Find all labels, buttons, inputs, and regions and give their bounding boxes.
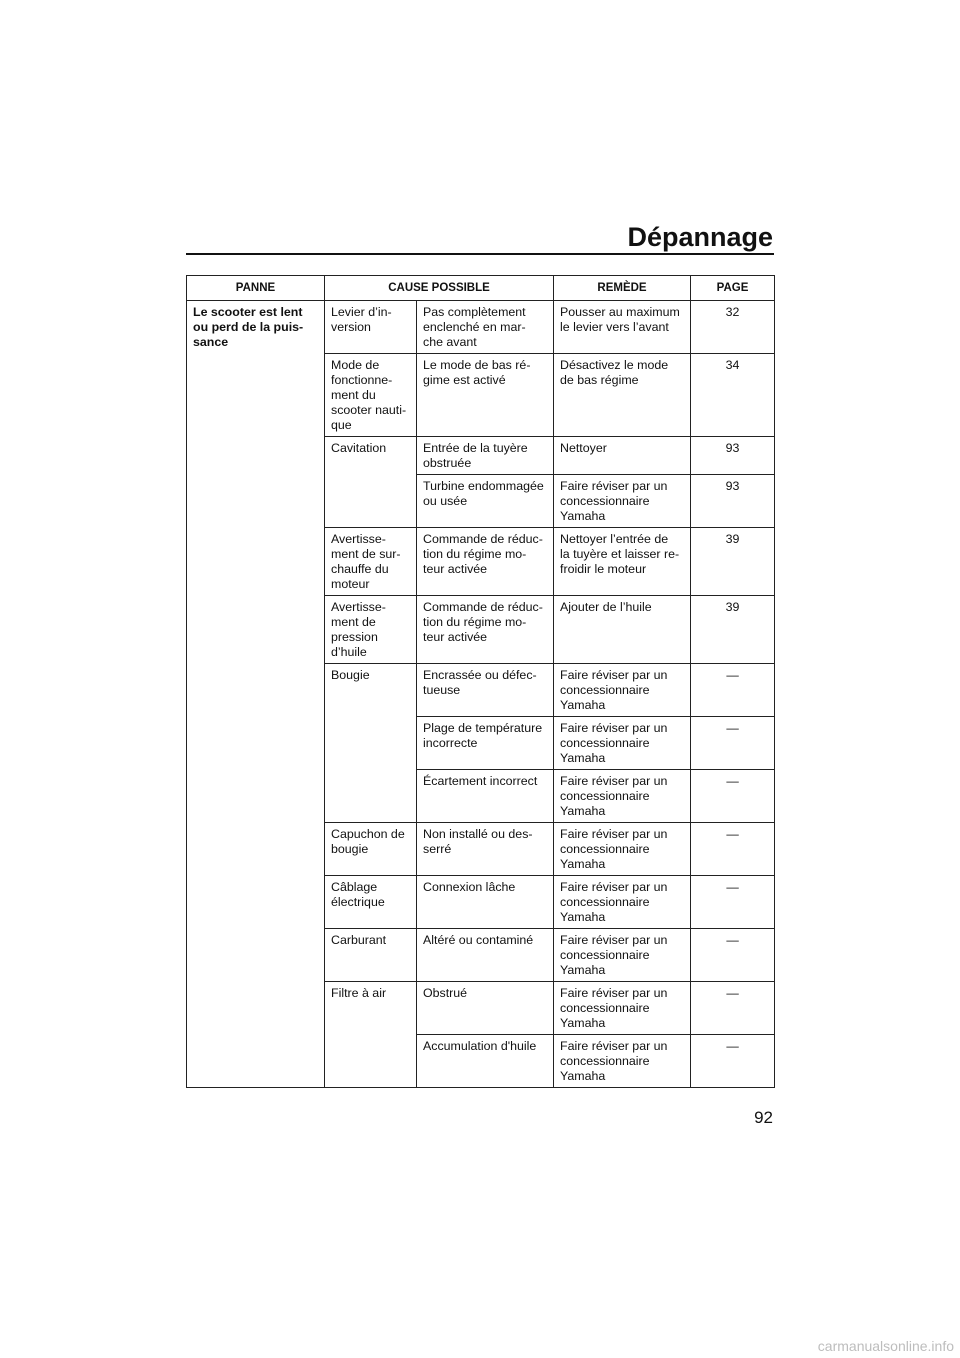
page-ref-cell: — xyxy=(691,664,775,717)
remede-cell: Pousser au maximum le levier vers l’avant xyxy=(554,301,691,354)
remede-cell: Nettoyer xyxy=(554,437,691,475)
remede-cell: Faire réviser par un concessionnaire Yamaha xyxy=(554,770,691,823)
page-ref-cell: — xyxy=(691,1035,775,1088)
header-panne: PANNE xyxy=(187,276,325,301)
page-ref-cell: 93 xyxy=(691,475,775,528)
cause-detail-cell: Pas complètement enclenché en mar- che avant xyxy=(417,301,554,354)
page-ref-cell: — xyxy=(691,876,775,929)
cause-cell: Mode de fonctionne- ment du scooter nauti- que xyxy=(325,354,417,437)
page-ref-cell: — xyxy=(691,823,775,876)
remede-cell: Nettoyer l’entrée de la tuyère et laisser re- froidir le moteur xyxy=(554,528,691,596)
cause-detail-cell: Commande de réduc- tion du régime mo- teur activée xyxy=(417,596,554,664)
cause-detail-cell: Entrée de la tuyère obstruée xyxy=(417,437,554,475)
cause-detail-cell: Commande de réduc- tion du régime mo- teur activée xyxy=(417,528,554,596)
page-ref-cell: 93 xyxy=(691,437,775,475)
page-ref-cell: 34 xyxy=(691,354,775,437)
panne-cell: Le scooter est lent ou perd de la puis- sance xyxy=(187,301,325,1088)
remede-cell: Faire réviser par un concessionnaire Yamaha xyxy=(554,929,691,982)
header-cause: CAUSE POSSIBLE xyxy=(325,276,554,301)
page-ref-cell: 39 xyxy=(691,528,775,596)
page-ref-cell: — xyxy=(691,982,775,1035)
page-ref-cell: 32 xyxy=(691,301,775,354)
cause-detail-cell: Écartement incorrect xyxy=(417,770,554,823)
cause-cell: Capuchon de bougie xyxy=(325,823,417,876)
cause-detail-cell: Turbine endommagée ou usée xyxy=(417,475,554,528)
table-row xyxy=(187,301,775,354)
cause-cell: Avertisse- ment de sur- chauffe du moteur xyxy=(325,528,417,596)
troubleshooting-table xyxy=(186,275,775,1088)
title-divider xyxy=(186,253,774,255)
cause-cell: Câblage électrique xyxy=(325,876,417,929)
table-header-row xyxy=(187,276,775,301)
table-body xyxy=(187,301,775,1088)
remede-cell: Faire réviser par un concessionnaire Yamaha xyxy=(554,717,691,770)
remede-cell: Faire réviser par un concessionnaire Yamaha xyxy=(554,1035,691,1088)
watermark: carmanualsonline.info xyxy=(817,1338,954,1354)
cause-cell: Cavitation xyxy=(325,437,417,528)
page-ref-cell: 39 xyxy=(691,596,775,664)
cause-detail-cell: Accumulation d'huile xyxy=(417,1035,554,1088)
cause-cell: Carburant xyxy=(325,929,417,982)
page-title: Dépannage xyxy=(627,222,773,252)
page-ref-cell: — xyxy=(691,929,775,982)
cause-detail-cell: Non installé ou des- serré xyxy=(417,823,554,876)
cause-cell: Bougie xyxy=(325,664,417,823)
remede-cell: Ajouter de l’huile xyxy=(554,596,691,664)
cause-cell: Avertisse- ment de pression d’huile xyxy=(325,596,417,664)
remede-cell: Faire réviser par un concessionnaire Yamaha xyxy=(554,475,691,528)
cause-detail-cell: Altéré ou contaminé xyxy=(417,929,554,982)
remede-cell: Faire réviser par un concessionnaire Yamaha xyxy=(554,664,691,717)
page-ref-cell: — xyxy=(691,770,775,823)
remede-cell: Faire réviser par un concessionnaire Yamaha xyxy=(554,982,691,1035)
remede-cell: Faire réviser par un concessionnaire Yamaha xyxy=(554,876,691,929)
cause-detail-cell: Plage de température incorrecte xyxy=(417,717,554,770)
page-number: 92 xyxy=(754,1108,773,1127)
cause-cell: Levier d’in- version xyxy=(325,301,417,354)
cause-detail-cell: Le mode de bas ré- gime est activé xyxy=(417,354,554,437)
header-remede: REMÈDE xyxy=(554,276,691,301)
cause-cell: Filtre à air xyxy=(325,982,417,1088)
cause-detail-cell: Encrassée ou défec- tueuse xyxy=(417,664,554,717)
page-ref-cell: — xyxy=(691,717,775,770)
cause-detail-cell: Connexion lâche xyxy=(417,876,554,929)
remede-cell: Désactivez le mode de bas régime xyxy=(554,354,691,437)
remede-cell: Faire réviser par un concessionnaire Yamaha xyxy=(554,823,691,876)
header-page: PAGE xyxy=(691,276,775,301)
cause-detail-cell: Obstrué xyxy=(417,982,554,1035)
